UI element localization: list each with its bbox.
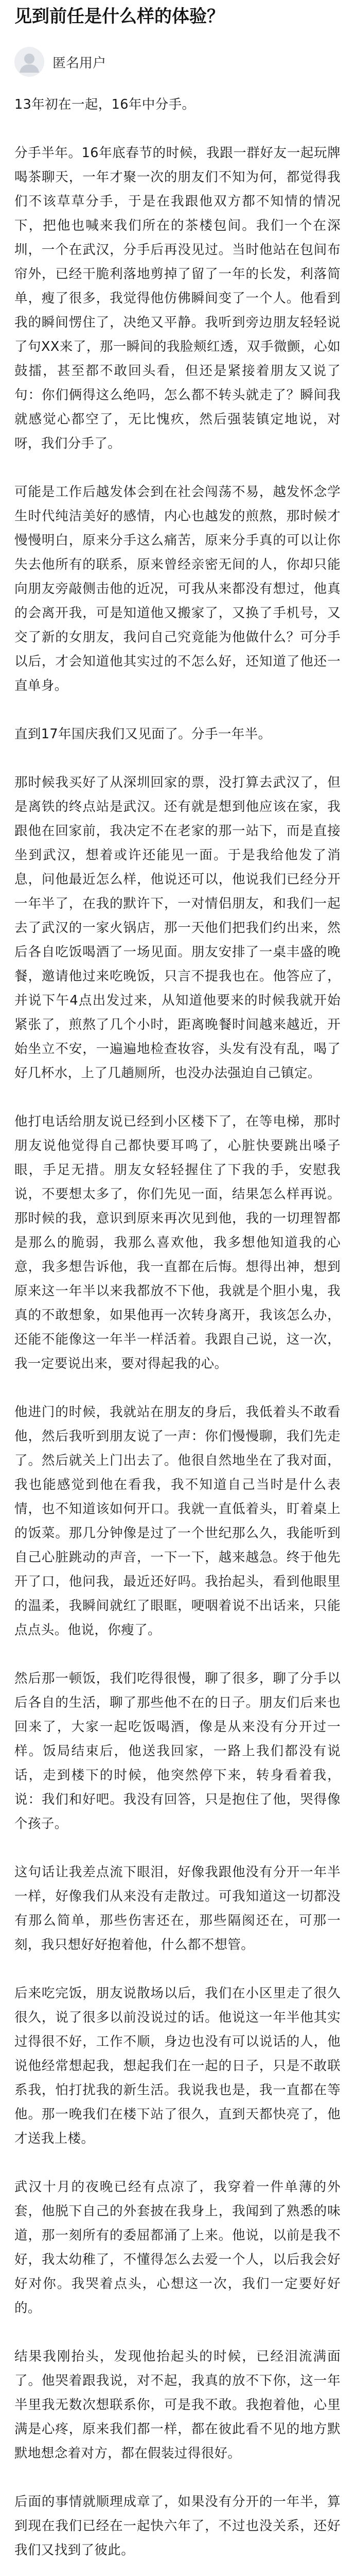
answer-paragraph: 然后那一顿饭，我们吃得很慢，聊了很多，聊了分手以后各自的生活，聊了那些他不在的日子。朋友们后来也回来了，大家一起吃饭喝酒，像是从来没有分开过一样。饭局结束后，他送我回家，一路上我们都没有说话，走到楼下的时候，他突然停下来，转身看着我，说：我们和好吧。我没有回答，只是抱住了他，哭得像个孩子。 [14,1671,341,1832]
author-name[interactable]: 匿名用户 [52,55,106,71]
answer-paragraph: 这句话让我差点流下眼泪，好像我跟他没有分开一年半一样，好像我们从来没有走散过。可我知道这一切都没有那么简单，那些伤害还在，那些隔阂还在，可那一刻，我只想好好抱着他，什么都不想管。 [14,1865,341,1953]
answer-paragraph: 可能是工作后越发体会到在社会闯荡不易，越发怀念学生时代纯洁美好的感情，内心也越发的煎熬，那时候才慢慢明白，原来分手这么痛苦，原来分手真的可以让你失去他所有的联系，原来曾经亲密无间的人，你却只能向朋友旁敲侧击他的近况，可我从来都没有想过，他真的会离开我，可是知道他又搬家了，又换了手机号，又交了新的女朋友，我问自己究竟能为他做什么？可分手以后，才会知道他其实过的不怎么好，还知道了他还一直单身。 [14,484,341,693]
answer-paragraph: 后面的事情就顺理成章了，如果没有分开的一年半，算到现在我们已经在一起快六年了，不过也没关系，还好我们又找到了彼此。 [14,2494,341,2558]
question-title[interactable]: 见到前任是什么样的体验？ [14,6,224,27]
answer-paragraph: 他进门的时候，我就站在朋友的身后，我低着头不敢看他，然后我听到朋友说了一声：你们慢慢聊，我们先走了。然后就关上门出去了。他很自然地坐在了我对面，我也能感觉到他在看我，我不知道自己当时是什么表情，也不知道该如何开口。我就一直低着头，盯着桌上的饭菜。那几分钟像是过了一个世纪那么久，我能听到自己心脏跳动的声音，一下一下，越来越急。终于他先开了口，他问我，最近还好吗。我抬起头，看到他眼里的温柔，我瞬间就红了眼眶，哽咽着说不出话来，只能点点头。他说，你瘦了。 [14,1404,341,1638]
answer-paragraph: 13年初在一起，16年中分手。 [14,97,196,112]
answer-paragraph: 后来吃完饭，朋友说散场以后，我们在小区里走了很久很久，说了很多以前没说过的话。他说这一年半他其实过得很不好，工作不顺，身边也没有可以说话的人，他说他经常想起我，想起我们在一起的日子，只是不敢联系我，怕打扰我的新生活。我说我也是，我一直都在等他。那一晚我们在楼下站了很久，直到天都快亮了，他才送我上楼。 [14,1986,341,2146]
answer-paragraph: 那时候我买好了从深圳回家的票，没打算去武汉了，但是离铁的终点站是武汉。还有就是想到他应该在家，我跟他在回家前，我决定不在老家的那一站下，而是直接坐到武汉，想着或许还能见一面。于是我给他发了消息，问他最近怎么样，他说还可以，他说我们已经分开一年半了，在我的默许下，一对情侣朋友，和我们一起去了武汉的一家火锅店，那一天他们把我们约出来，然后各自吃饭喝酒了一场见面。朋友安排了一桌丰盛的晚餐，邀请他过来吃晚饭，只言不提我也在。他答应了，并说下午4点出发过来，从知道他要来的时候我就开始紧张了，煎熬了几个小时，距离晚餐时间越来越近，开始坐立不安，一遍遍地检查妆容，头发有没有乱，喝了好几杯水，上了几趟厕所，也没办法强迫自己镇定。 [14,775,341,1081]
anonymous-user-icon[interactable] [14,47,44,77]
answer-paragraph: 武汉十月的夜晚已经有点凉了，我穿着一件单薄的外套，他脱下自己的外套披在我身上，我闻到了熟悉的味道，那一刻所有的委屈都涌了上来。他说，以前是我不好，我太幼稚了，不懂得怎么去爱一个人，以后我会好好对你。我哭着点头，心想这一次，我们一定要好好的。 [14,2179,341,2316]
author-info [14,46,341,77]
answer-paragraph: 分手半年。16年底春节的时候，我跟一群好友一起玩牌喝茶聊天，一年才聚一次的朋友们不知为何，都觉得我们不该草草分手，于是在我跟他双方都不知情的情况下，把他也喊来我们所在的茶楼包间。我们一个在深圳，一个在武汉，分手后再没见过。当时他站在包间布帘外，已经干脆利落地剪掉了留了一年的长发，利落简单，瘦了很多，我觉得他仿佛瞬间变了一个人。他看到我的瞬间愣住了，决绝又平静。我听到旁边朋友轻轻说了句XX来了，那一瞬间的我脸颊红透，双手微颤，心如鼓擂，甚至都不敢回头看，但还是紧接着朋友又说了句：你们俩得这么绝吗，怎么都不转头就走了？瞬间我就感觉心都空了，无比愧疚，然后强装镇定地说，对呀，我们分手了。 [14,145,341,451]
answer-paragraph: 结果我刚抬头，发现他抬起头的时候，已经泪流满面了。他哭着跟我说，对不起，我真的放不下你，这一年半里我无数次想联系你，可是我不敢。我抱着他，心里满是心疼，原来我们都一样，都在彼此看不见的地方默默地想念着对方，都在假装过得很好。 [14,2349,341,2461]
answer-content [14,93,341,2563]
answer-paragraph: 他打电话给朋友说已经到小区楼下了，在等电梯，那时朋友说他觉得自己都快要耳鸣了，心脏快要跳出嗓子眼，手足无措。朋友女轻轻握住了下我的手，安慰我说，不要想太多了，你们先见一面，结果怎么样再说。那时候的我，意识到原来再次见到他，我的一切理智都是那么的脆弱，我那么喜欢他，我多想他知道我的心意，我多想告诉他，我一直都在后悔。想得出神，想到原来这一年半以来我都放不下他，我就是个胆小鬼，我真的不敢想象，如果他再一次转身离开，我该怎么办，还能不能像这一年半一样活着。我跟自己说，这一次，我一定要说出来，要对得起我的心。 [14,1114,341,1371]
answer-paragraph: 直到17年国庆我们又见面了。分手一年半。 [14,726,272,742]
